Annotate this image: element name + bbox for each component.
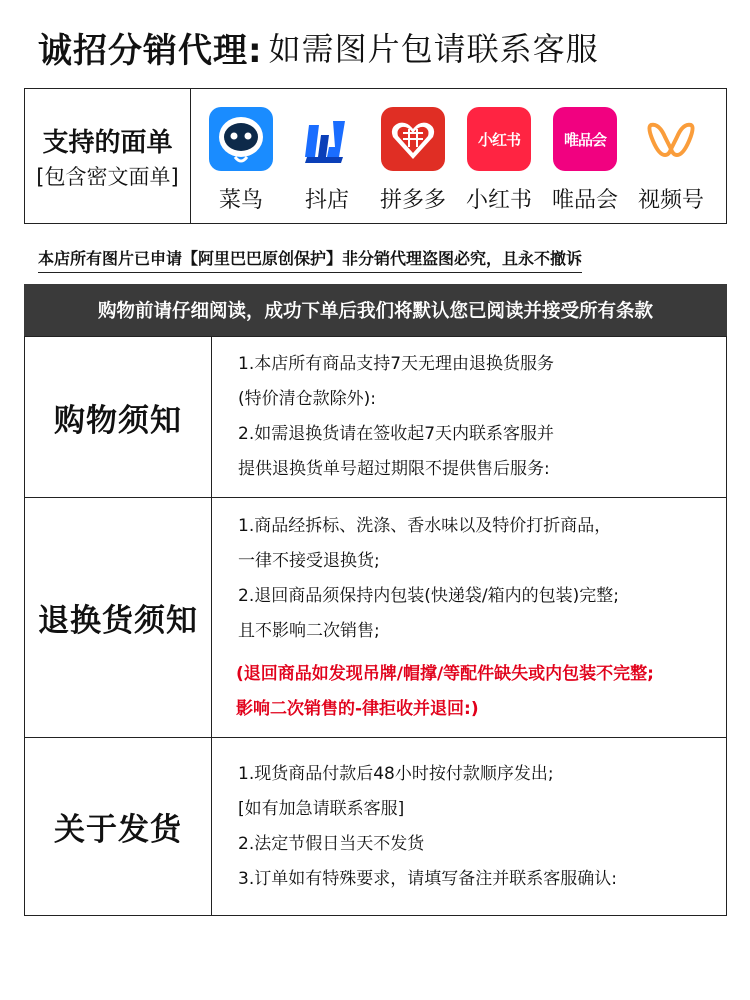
section-body [212, 738, 726, 915]
section-line: 提供退换货单号超过期限不提供售后服务: [238, 459, 550, 479]
platform-label: 视频号 [637, 188, 704, 213]
policy-table [24, 336, 727, 916]
platform-doudian [285, 107, 369, 214]
section-title: 退换货须知 [25, 498, 212, 737]
platform-shipinhao [629, 107, 713, 214]
platform-label: 小红书 [465, 188, 532, 213]
section-line: (特价清仓款除外): [238, 389, 376, 409]
header-title: 诚招分销代理: [38, 30, 263, 71]
section-line: 1.现货商品付款后48小时按付款顺序发出; [238, 763, 554, 784]
platform-label: 抖店 [304, 188, 349, 213]
section-line: 一律不接受退换货; [238, 550, 380, 571]
platform-cainiao [199, 107, 283, 214]
section-line: 2.退回商品须保持内包装(快递袋/箱内的包装)完整; [238, 585, 619, 606]
section-warning-line: 影响二次销售的-律拒收并退回:) [236, 698, 479, 719]
platforms-label [25, 89, 191, 223]
header-subtitle: 如需图片包请联系客服 [268, 30, 599, 68]
xiaohongshu-icon: 小红书 [467, 107, 531, 171]
section-title: 关于发货 [25, 738, 212, 915]
platform-pinduoduo [371, 107, 455, 214]
cainiao-icon [209, 107, 273, 171]
platform-xiaohongshu [457, 107, 541, 214]
section-line: 3.订单如有特殊要求，请填写备注并联系客服确认: [238, 868, 617, 889]
platforms-label-main: 支持的面单 [42, 127, 173, 158]
copyright-notice: 本店所有图片已申请【阿里巴巴原创保护】非分销代理盗图必究，且永不撤诉 [38, 246, 582, 273]
section-body [212, 498, 726, 737]
supported-platforms-box [24, 88, 727, 224]
policy-row-returns [25, 498, 726, 738]
platform-label: 菜鸟 [218, 188, 263, 213]
terms-banner: 购物前请仔细阅读，成功下单后我们将默认您已阅读并接受所有条款 [24, 284, 727, 336]
platforms-label-sub: [包含密文面单] [36, 164, 179, 189]
section-line: 2.如需退换货请在签收起7天内联系客服并 [238, 424, 555, 444]
section-title: 购物须知 [25, 337, 212, 497]
policy-row-shipping [25, 738, 726, 915]
platform-label: 唯品会 [551, 188, 618, 213]
platform-label: 拼多多 [379, 188, 446, 213]
platform-vipshop [543, 107, 627, 214]
section-line: 2.法定节假日当天不发货 [238, 833, 425, 854]
vipshop-icon: 唯品会 [553, 107, 617, 171]
section-line: 且不影响二次销售; [238, 620, 380, 641]
section-line: [如有加急请联系客服] [238, 798, 405, 819]
shipinhao-icon [639, 107, 703, 171]
section-body [212, 337, 726, 497]
policy-row-shopping [25, 337, 726, 498]
section-line: 1.商品经拆标、洗涤、香水味以及特价打折商品， [238, 515, 612, 536]
section-line: 1.本店所有商品支持7天无理由退换货服务 [238, 354, 555, 374]
page-header [38, 22, 599, 72]
doudian-icon [295, 107, 359, 171]
section-warning-line: (退回商品如发现吊牌/帽撑/等配件缺失或内包装不完整; [236, 663, 654, 684]
pinduoduo-icon [381, 107, 445, 171]
